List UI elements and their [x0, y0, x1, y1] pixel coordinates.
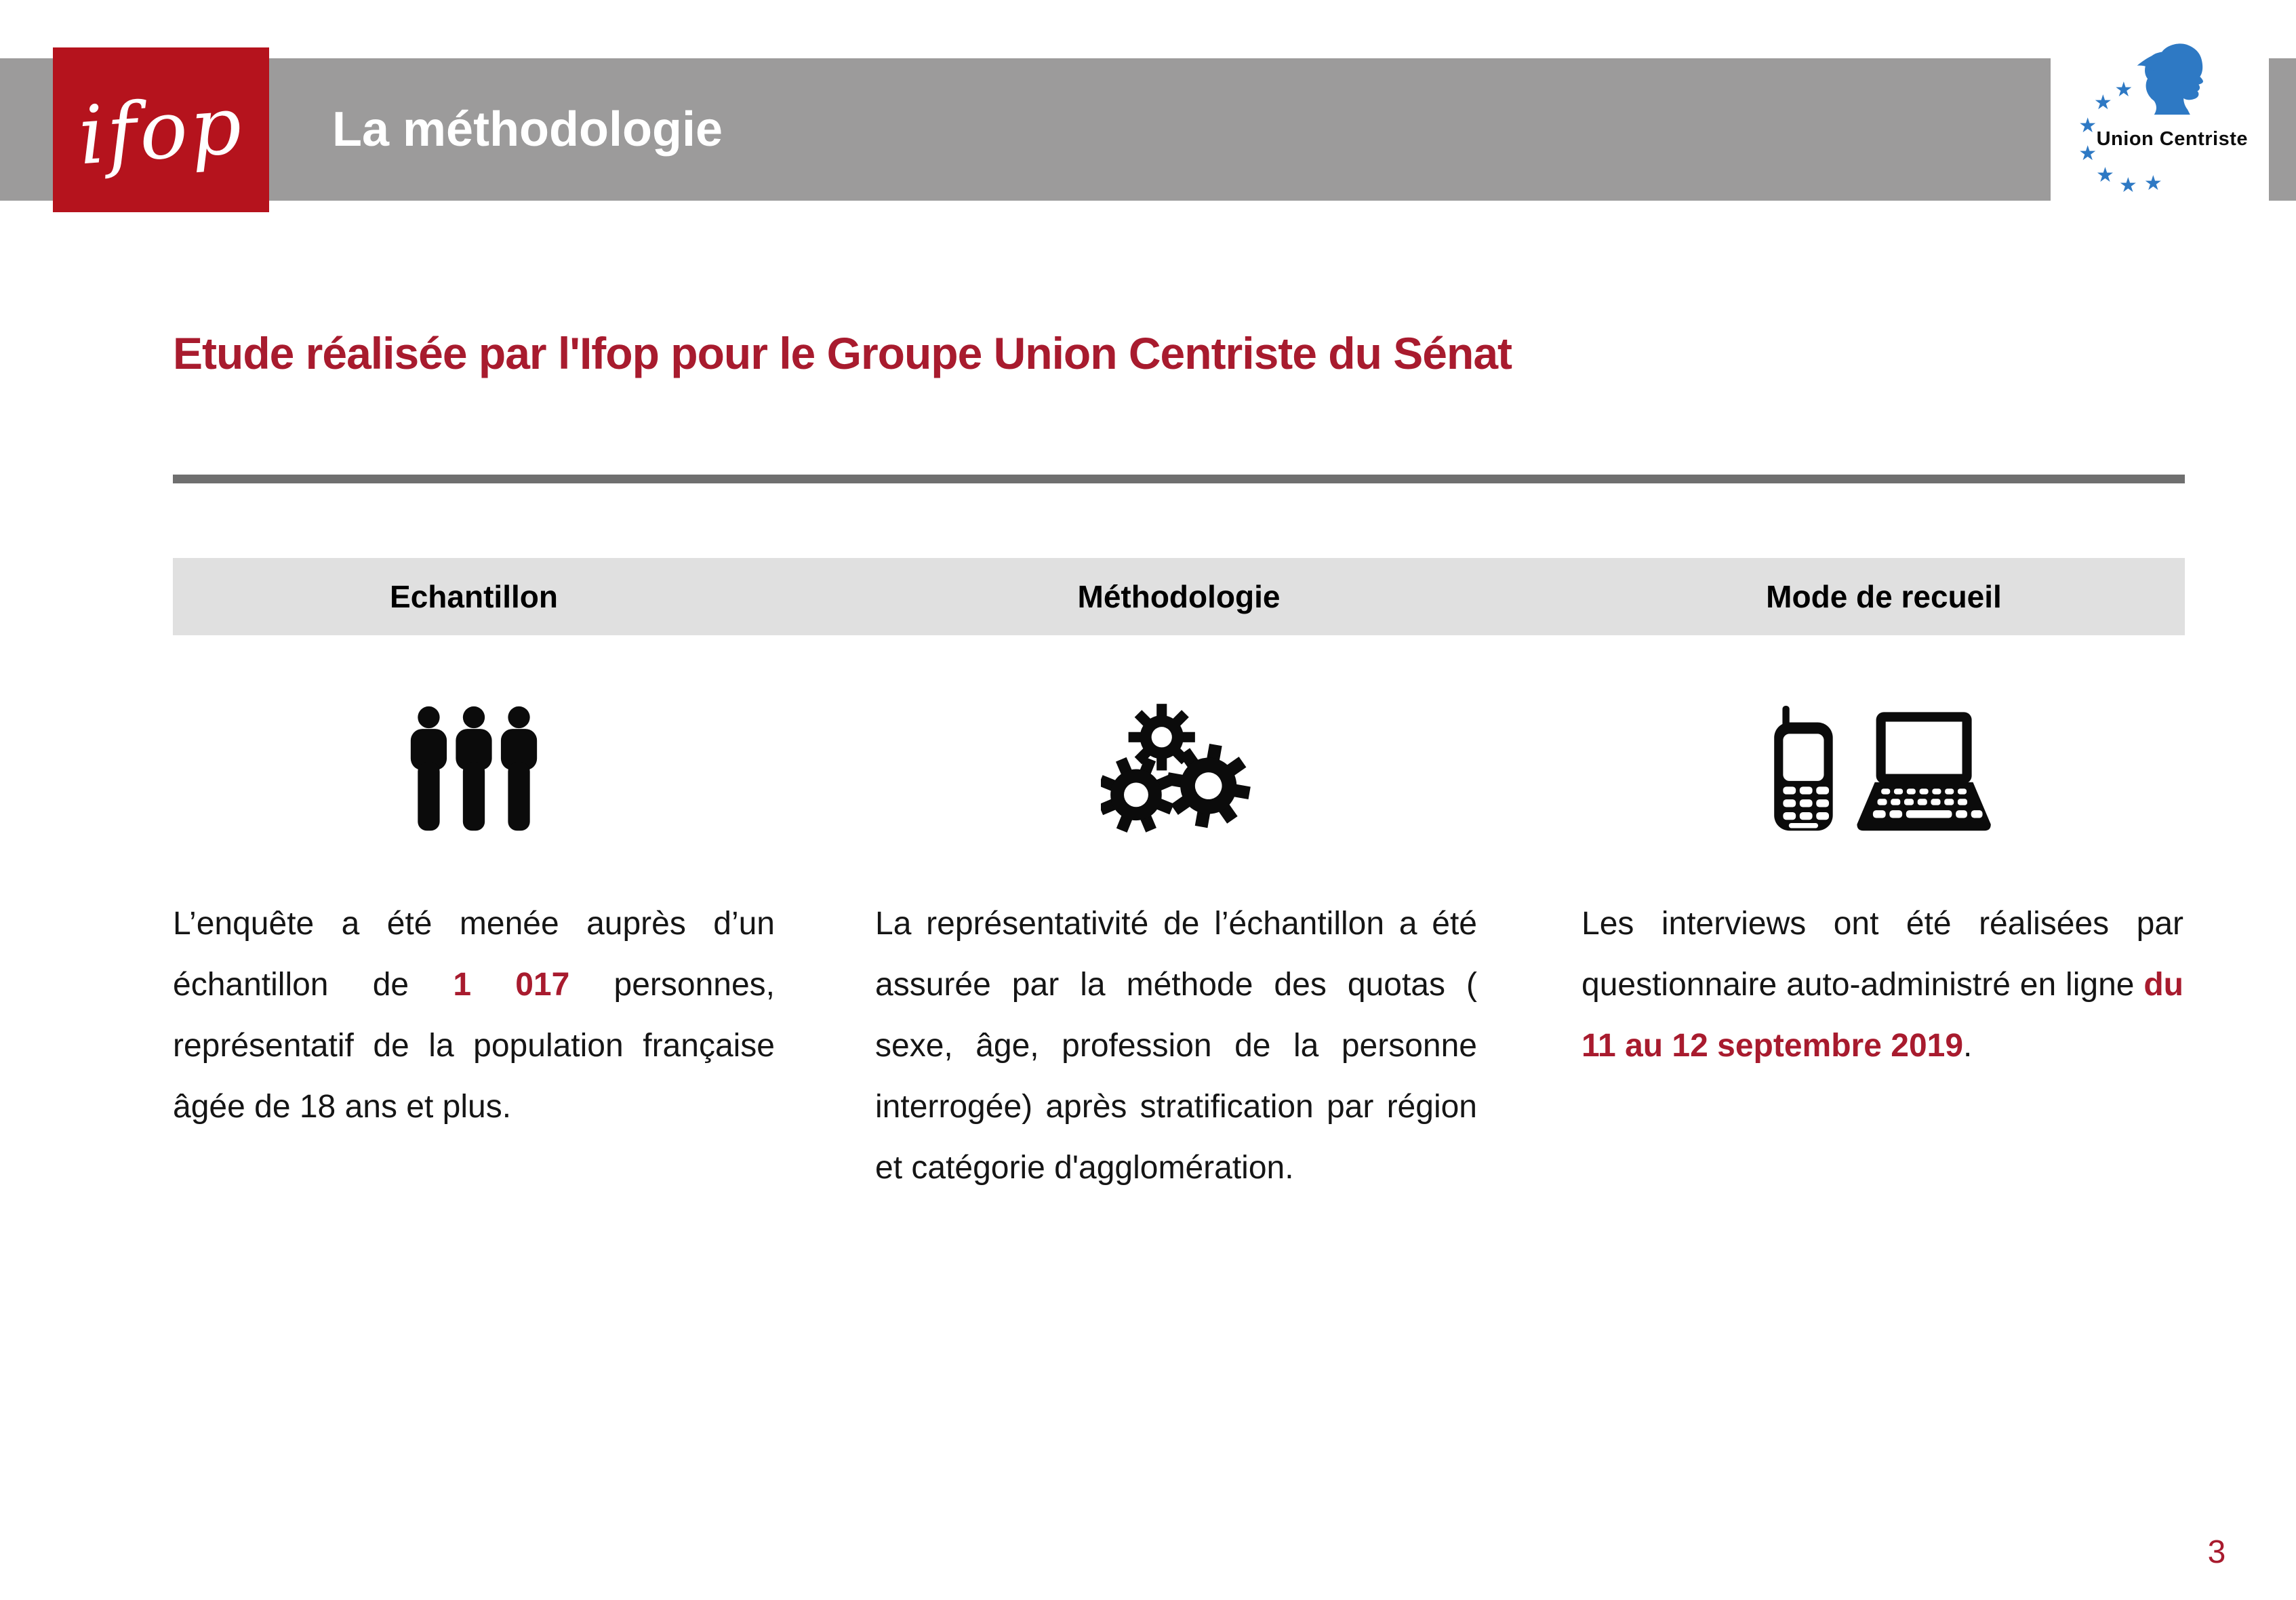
- marianne-head-icon: [2129, 39, 2221, 122]
- mode-de-recueil-icon-cell: [1582, 685, 2183, 854]
- methodologie-icon-cell: [875, 685, 1477, 854]
- union-centriste-logo: [2051, 26, 2269, 205]
- slide-section-title: La méthodologie: [332, 102, 723, 157]
- paragraph-text: personnes, représentatif de la population française âgée de 18 ans et plus.: [173, 967, 776, 1125]
- paragraph-text: La représentativité de l’échantillon a été assurée par la méthode des quotas ( sexe, âge, profession de la personne interrogée) après stratification par région et catégorie d'agglomération.: [875, 906, 1477, 1186]
- column-header-methodologie: Méthodologie: [1077, 579, 1281, 614]
- divider-bar: [173, 475, 2185, 483]
- star-icon: ★: [2093, 91, 2112, 114]
- star-icon: ★: [2078, 115, 2097, 138]
- study-title: Etude réalisée par l'Ifop pour le Groupe Union Centriste du Sénat: [173, 328, 1512, 378]
- star-icon: ★: [2143, 172, 2162, 195]
- phone-laptop-icon: [1774, 706, 1991, 833]
- table-header-band: [173, 558, 2185, 635]
- paragraph-text: .: [1963, 1028, 1973, 1064]
- paragraph-text: L’enquête a été menée auprès d’un échantillon de: [173, 906, 775, 1003]
- methodologie-paragraph: [875, 894, 1477, 1199]
- star-icon: ★: [2096, 164, 2114, 187]
- mode-de-recueil-paragraph: [1582, 894, 2183, 1077]
- star-icon: ★: [2114, 79, 2133, 102]
- star-icon: ★: [2118, 174, 2137, 197]
- echantillon-paragraph: [173, 894, 775, 1138]
- sample-size-highlight: 1 017: [453, 967, 570, 1003]
- column-header-echantillon: Echantillon: [390, 579, 558, 614]
- union-centriste-label: Union Centriste: [2096, 128, 2249, 151]
- column-header-mode-de-recueil: Mode de recueil: [1766, 579, 2002, 614]
- star-icon: ★: [2078, 142, 2097, 165]
- field-dates-highlight: du 11 au 12 septembre 2019: [1582, 967, 2183, 1064]
- paragraph-text: Les interviews ont été réalisées par questionnaire auto-administré en ligne: [1582, 906, 2183, 1003]
- people-icon: [405, 704, 542, 835]
- page-number: 3: [2207, 1534, 2226, 1570]
- ifop-logo: [53, 47, 269, 212]
- echantillon-text-cell: [173, 894, 775, 1138]
- methodologie-text-cell: [875, 894, 1477, 1199]
- echantillon-icon-cell: [173, 685, 775, 854]
- mode-de-recueil-text-cell: [1582, 894, 2183, 1077]
- ifop-logo-text: ifop: [75, 77, 247, 182]
- gears-icon: [1101, 704, 1251, 835]
